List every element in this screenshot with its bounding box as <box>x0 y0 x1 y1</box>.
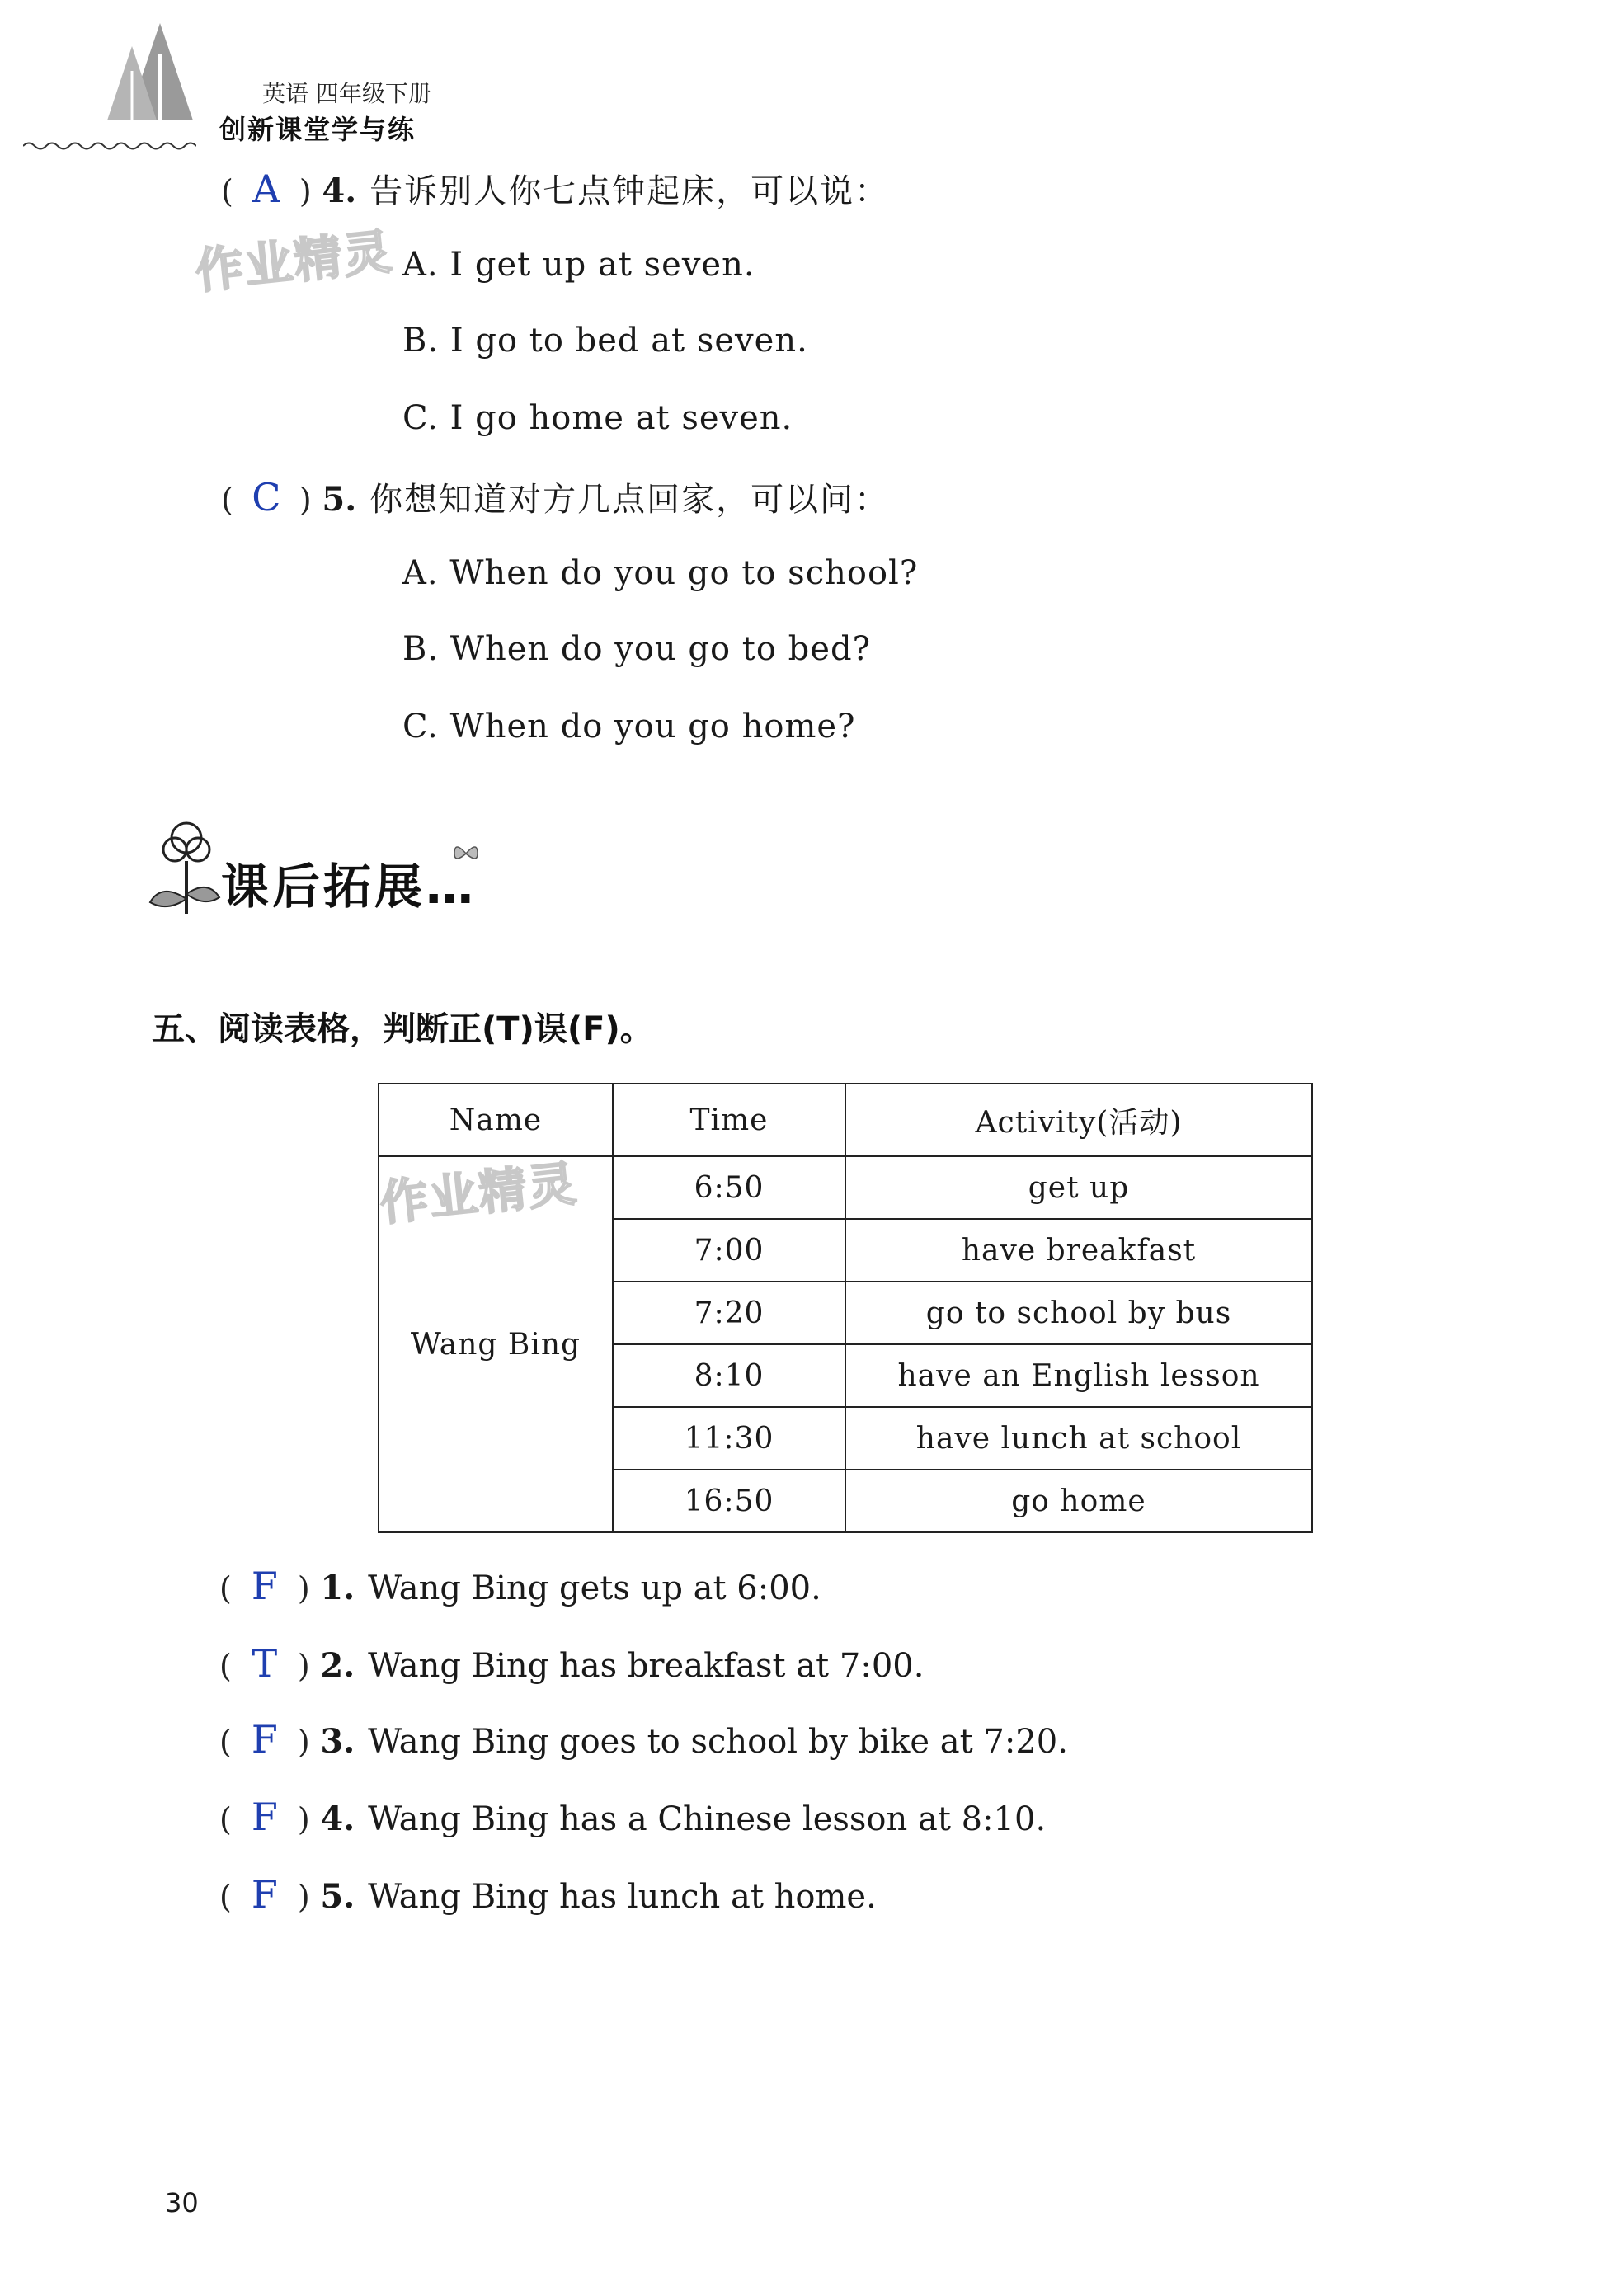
answer-mark: F <box>251 1795 278 1839</box>
activity-cell: have breakfast <box>845 1219 1312 1282</box>
judgment-2: ( T ) 2. Wang Bing has breakfast at 7:00. <box>219 1641 925 1686</box>
answer-choice: A <box>252 167 280 211</box>
activity-cell: have lunch at school <box>845 1407 1312 1470</box>
question-number: 3. <box>320 1722 355 1761</box>
watermark: 作业精灵 <box>192 223 396 300</box>
statement-text: Wang Bing has breakfast at 7:00. <box>368 1647 925 1685</box>
question-number: 2. <box>320 1646 355 1685</box>
butterfly-icon <box>452 840 480 868</box>
question-prompt: 告诉别人你七点钟起床，可以说： <box>369 172 890 210</box>
activity-cell: go to school by bus <box>845 1282 1312 1344</box>
judgment-4: ( F ) 4. Wang Bing has a Chinese lesson at 8:10. <box>219 1795 1047 1839</box>
option-c: C. When do you go home? <box>402 708 856 746</box>
question-number: 4. <box>320 1800 355 1838</box>
watermark: 作业精灵 <box>377 1155 581 1232</box>
table-header-row <box>379 1084 1312 1156</box>
option-b: B. I go to bed at seven. <box>402 322 808 360</box>
statement-text: Wang Bing has a Chinese lesson at 8:10. <box>368 1800 1047 1838</box>
activity-cell: get up <box>845 1156 1312 1219</box>
question-5: ( C ) 5. 你想知道对方几点回家，可以问： <box>221 475 890 520</box>
column-header-activity: Activity(活动) <box>845 1084 1312 1156</box>
question-number: 5. <box>320 1877 355 1916</box>
answer-mark: F <box>251 1717 278 1762</box>
answer-mark: T <box>252 1641 278 1686</box>
table-row <box>379 1156 1312 1219</box>
book-subtitle: 英语 四年级下册 <box>262 80 431 107</box>
page-number: 30 <box>165 2187 199 2218</box>
wave-decoration-icon <box>23 140 196 152</box>
section-5-heading: 五、阅读表格，判断正(T)误(F)。 <box>152 1010 653 1048</box>
column-header-name: Name <box>379 1084 613 1156</box>
page-header <box>23 16 485 148</box>
statement-text: Wang Bing goes to school by bike at 7:20. <box>368 1723 1068 1761</box>
time-cell: 11:30 <box>613 1407 845 1470</box>
book-title: 创新课堂学与练 <box>219 114 416 145</box>
time-cell: 7:20 <box>613 1282 845 1344</box>
answer-mark: F <box>251 1872 278 1917</box>
time-cell: 16:50 <box>613 1470 845 1532</box>
activity-cell: go home <box>845 1470 1312 1532</box>
time-cell: 8:10 <box>613 1344 845 1407</box>
time-cell: 6:50 <box>613 1156 845 1219</box>
judgment-1: ( F ) 1. Wang Bing gets up at 6:00. <box>219 1564 821 1608</box>
option-a: A. When do you go to school? <box>402 554 919 592</box>
option-b: B. When do you go to bed? <box>402 630 872 668</box>
question-number: 1. <box>320 1569 355 1607</box>
question-number: 4. <box>322 172 357 210</box>
judgment-3: ( F ) 3. Wang Bing goes to school by bike at 7:20. <box>219 1717 1068 1762</box>
answer-mark: F <box>251 1564 278 1608</box>
question-4: ( A ) 4. 告诉别人你七点钟起床，可以说： <box>221 167 890 211</box>
answer-choice: C <box>252 475 281 520</box>
extension-title: 课后拓展… <box>221 859 478 915</box>
question-number: 5. <box>322 480 357 519</box>
option-c: C. I go home at seven. <box>402 399 793 437</box>
activity-cell: have an English lesson <box>845 1344 1312 1407</box>
column-header-time: Time <box>613 1084 845 1156</box>
statement-text: Wang Bing has lunch at home. <box>368 1878 877 1916</box>
judgment-5: ( F ) 5. Wang Bing has lunch at home. <box>219 1872 877 1917</box>
trees-logo-icon <box>102 21 218 129</box>
question-prompt: 你想知道对方几点回家，可以问： <box>369 481 890 519</box>
option-a: A. I get up at seven. <box>402 246 755 284</box>
time-cell: 7:00 <box>613 1219 845 1282</box>
name-cell: Wang Bing <box>379 1156 613 1532</box>
schedule-table <box>378 1083 1313 1533</box>
statement-text: Wang Bing gets up at 6:00. <box>368 1569 821 1607</box>
